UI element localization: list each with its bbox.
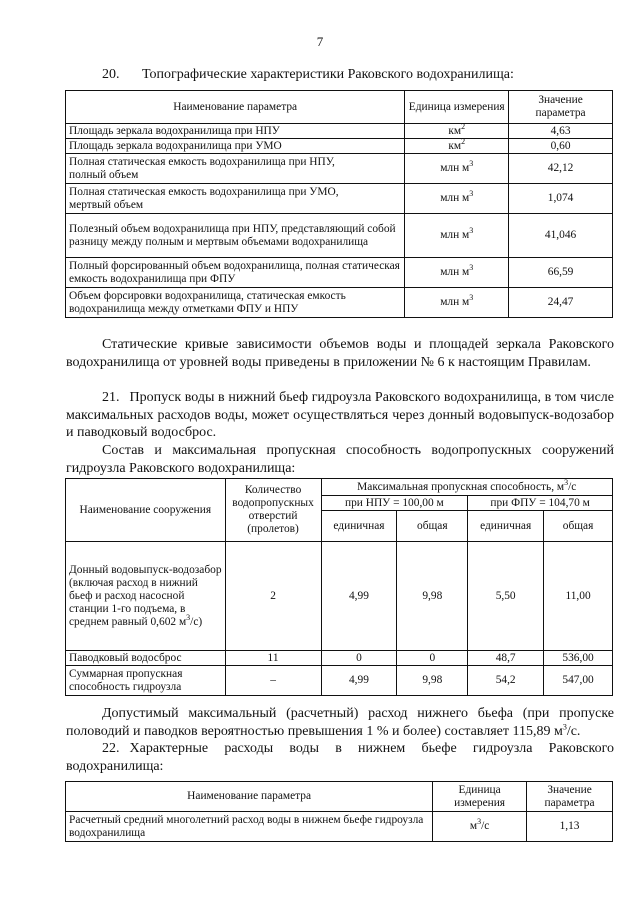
- table-row: [66, 139, 613, 154]
- table-row: [66, 542, 613, 651]
- section-20-heading: [66, 66, 614, 83]
- section-22-text: Характерные расходы воды в нижнем бьефе гидроузла Раковского водохранилища:: [66, 741, 614, 774]
- param-unit: $м^3/с$: [433, 812, 527, 842]
- header-value: Значение параметра: [527, 782, 613, 812]
- curves-paragraph: Статические кривые зависимости объемов воды и площадей зеркала Раковского водохранилища от уровней воды приведены в приложении № 6 к настоящим Правилам.: [66, 337, 614, 370]
- npu-single: 4,99: [321, 666, 397, 696]
- page-number: 7: [316, 34, 324, 49]
- param-value: 66,59: [509, 258, 613, 288]
- npu-single: 4,99: [321, 542, 397, 651]
- param-unit: млн $м^3$: [405, 154, 509, 184]
- param-name: Полная статическая емкость водохранилища при НПУ, полный объем: [66, 154, 405, 184]
- npu-total: 0: [397, 651, 468, 666]
- section-21-text: Пропуск воды в нижний бьеф гидроузла Раковского водохранилища, в том числе максимальных расходов воды, может осуществляться через донный водовыпуск-водозабор и паводковый водосброс.: [66, 390, 614, 440]
- allowed-discharge-paragraph: Допустимый максимальный (расчетный) расход нижнего бьефа (при пропуске половодий и паводков вероятностью превышения 1 % и более) составляет 115,89 $м^3/с$.: [66, 706, 614, 739]
- fpu-single: 54,2: [468, 666, 544, 696]
- npu-total: 9,98: [397, 666, 468, 696]
- param-value: 1,074: [509, 184, 613, 214]
- openings-count: 11: [225, 651, 321, 666]
- param-unit: млн $м^3$: [405, 214, 509, 258]
- fpu-total: 547,00: [544, 666, 613, 696]
- section-20-title: Топографические характеристики Раковского водохранилища:: [142, 67, 514, 82]
- param-value: 1,13: [527, 812, 613, 842]
- table-row: [66, 124, 613, 139]
- param-unit: $км^2$: [405, 124, 509, 139]
- section-22-paragraph: [66, 740, 614, 775]
- header-unit: Единица измерения: [405, 91, 509, 124]
- header-param: Наименование параметра: [66, 91, 405, 124]
- param-name: Площадь зеркала водохранилища при УМО: [66, 139, 405, 154]
- header-npu: при НПУ = 100,00 м: [321, 496, 468, 511]
- param-name: Полная статическая емкость водохранилища при УМО, мертвый объем: [66, 184, 405, 214]
- structure-name: Суммарная пропускная способность гидроузла: [66, 666, 226, 696]
- table-row: [66, 666, 613, 696]
- param-name: Объем форсировки водохранилища, статическая емкость водохранилища между отметками ФПУ и НПУ: [66, 288, 405, 318]
- param-value: 4,63: [509, 124, 613, 139]
- param-unit: млн $м^3$: [405, 184, 509, 214]
- param-value: 42,12: [509, 154, 613, 184]
- table-row: [66, 288, 613, 318]
- table-row: [66, 651, 613, 666]
- structures-table: [65, 478, 613, 696]
- param-value: 24,47: [509, 288, 613, 318]
- fpu-total: 11,00: [544, 542, 613, 651]
- param-unit: млн $м^3$: [405, 258, 509, 288]
- fpu-single: 5,50: [468, 542, 544, 651]
- header-fpu-single: единичная: [468, 511, 544, 542]
- openings-count: 2: [225, 542, 321, 651]
- table-row: [66, 812, 613, 842]
- npu-single: 0: [321, 651, 397, 666]
- table-row: [66, 214, 613, 258]
- param-value: 0,60: [509, 139, 613, 154]
- openings-count: –: [225, 666, 321, 696]
- structure-name: Донный водовыпуск-водозабор (включая расход в нижний бьеф и расход насосной станции 1-го подъема, в среднем равный 0,602 $м^3/с$): [66, 542, 226, 651]
- section-22-number: 22.: [102, 741, 120, 756]
- param-unit: млн $м^3$: [405, 288, 509, 318]
- param-value: 41,046: [509, 214, 613, 258]
- param-name: Расчетный средний многолетний расход воды в нижнем бьефе гидроузла водохранилища: [66, 812, 433, 842]
- discharge-table: [65, 781, 613, 842]
- header-structure-name: Наименование сооружения: [66, 479, 226, 542]
- table-row: [66, 258, 613, 288]
- header-param: Наименование параметра: [66, 782, 433, 812]
- param-name: Полный форсированный объем водохранилища, полная статическая емкость водохранилища при ФПУ: [66, 258, 405, 288]
- structure-name: Паводковый водосброс: [66, 651, 226, 666]
- header-npu-single: единичная: [321, 511, 397, 542]
- table-row: [66, 154, 613, 184]
- header-fpu-total: общая: [544, 511, 613, 542]
- section-20-number: 20.: [102, 67, 120, 82]
- section-21-paragraph: [66, 389, 614, 442]
- param-unit: $км^2$: [405, 139, 509, 154]
- param-name: Площадь зеркала водохранилища при НПУ: [66, 124, 405, 139]
- header-max-capacity: Максимальная пропускная способность, $м^3/с$: [321, 479, 612, 496]
- param-name: Полезный объем водохранилища при НПУ, представляющий собой разницу между полным и мертвым объемами водохранилища: [66, 214, 405, 258]
- fpu-total: 536,00: [544, 651, 613, 666]
- table-row: [66, 184, 613, 214]
- header-npu-total: общая: [397, 511, 468, 542]
- section-21-number: 21.: [102, 390, 120, 405]
- fpu-single: 48,7: [468, 651, 544, 666]
- composition-paragraph: Состав и максимальная пропускная способность водопропускных сооружений гидроузла Раковского водохранилища:: [66, 443, 614, 476]
- npu-total: 9,98: [397, 542, 468, 651]
- topographic-table: [65, 90, 613, 318]
- header-openings-count: Количество водопропускных отверстий (пролетов): [225, 479, 321, 542]
- header-fpu: при ФПУ = 104,70 м: [468, 496, 613, 511]
- header-value: Значение параметра: [509, 91, 613, 124]
- header-unit: Единица измерения: [433, 782, 527, 812]
